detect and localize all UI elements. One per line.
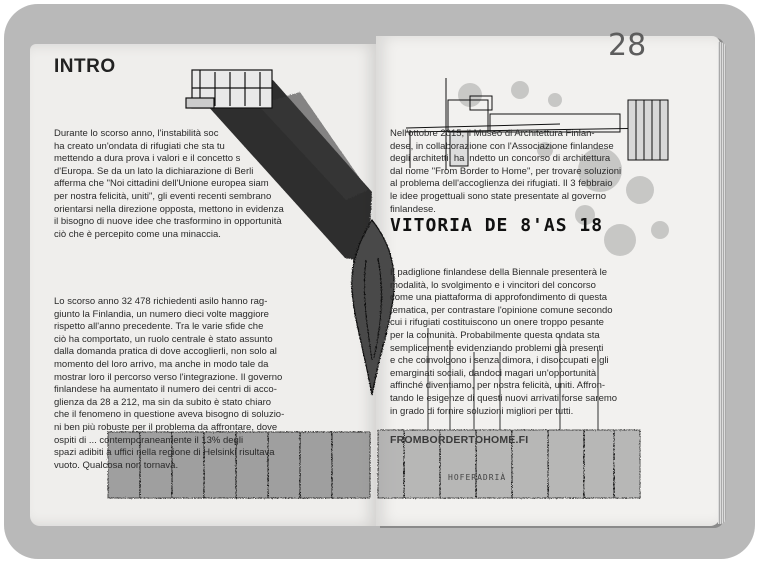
footer-url: FROMBORDERTOHOME.FI — [390, 434, 529, 446]
artist-signature: HOFERADRIÀ — [448, 473, 507, 482]
box-building-sketch — [186, 70, 272, 108]
left-paragraph-2: Lo scorso anno 32 478 richiedenti asilo hanno rag- giunto la Finlandia, un numero dieci volte maggiore rispetto all'anno precedente. Tra le varie sfide che ciò ha comportato, un ruolo centrale è stato assunto dalla domanda pratica di dove accoglierli, non solo al momento del loro arrivo, ma anche in modo tale da mostrar loro il percorso verso l'integrazione. Il governo finlandese ha aumentato il numero dei centri di acco- glienza da 28 a 212, ma sin da subito è stato chiaro che il fenomeno in questione aveva bisogno di soluzio- ni ben più robuste per il problema da affrontare, dove ospiti di ... contemporaneamente il 13% degli spazi adibiti a uffici nella regione di Helsinki risultava vuoto. Qualcosa non tornava. — [54, 296, 285, 471]
right-paragraph-1: Nell'ottobre 2015, il Museo di Architettura Finlan- dese, in collaborazione con l'Associazione finlandese degli architetti, ha indetto un concorso di architettura dal nome "From Border to Home", per trovare soluzioni al problema dell'accoglienza dei rifugiati. Il 3 febbraio le idee progettuali sono state presentate al governo finlandese. — [390, 128, 622, 215]
right-paragraph-2: Il padiglione finlandese della Biennale presenterà le modalità, lo svolgimento e i vincitori del concorso come una piattaforma di approfondimento di questa tematica, per contrastare l'opinione comune secondo cui i rifugiati costituiscono un onere troppo pesante per la comunità. Probabilmente questa ondata sta semplicemente evidenziando problemi già presenti e che coinvolgono i senza dimora, i disoccupati e gli emarginati sociali, dandoci magari un'opportunità affinché diventiamo, per nostra felicità, uniti. Affron- tando le esigenze di questi nuovi arrivati forse saremo in grado di fornire soluzioni migliori per tutti. — [390, 267, 618, 417]
handwritten-title: VITORIA DE 8'AS 18 — [390, 215, 604, 236]
page-number: 28 — [608, 28, 647, 63]
left-paragraph-1: Durante lo scorso anno, l'instabilità soc ha creato un'ondata di rifugiati che sta tu mettendo a dura prova i valori e il concetto s d'Europa. Se da un lato la dichiarazione di Berli afferma che "Noi cittadini dell'Unione europea siam per nostra felicità, uniti", gli eventi recenti sembrano orientarsi nella direzione opposta, mettono in evidenza il bisogno di nuove idee che trasformino in opportunità ciò che è percepito come una minaccia. — [54, 128, 284, 240]
intro-heading: INTRO — [54, 56, 116, 77]
